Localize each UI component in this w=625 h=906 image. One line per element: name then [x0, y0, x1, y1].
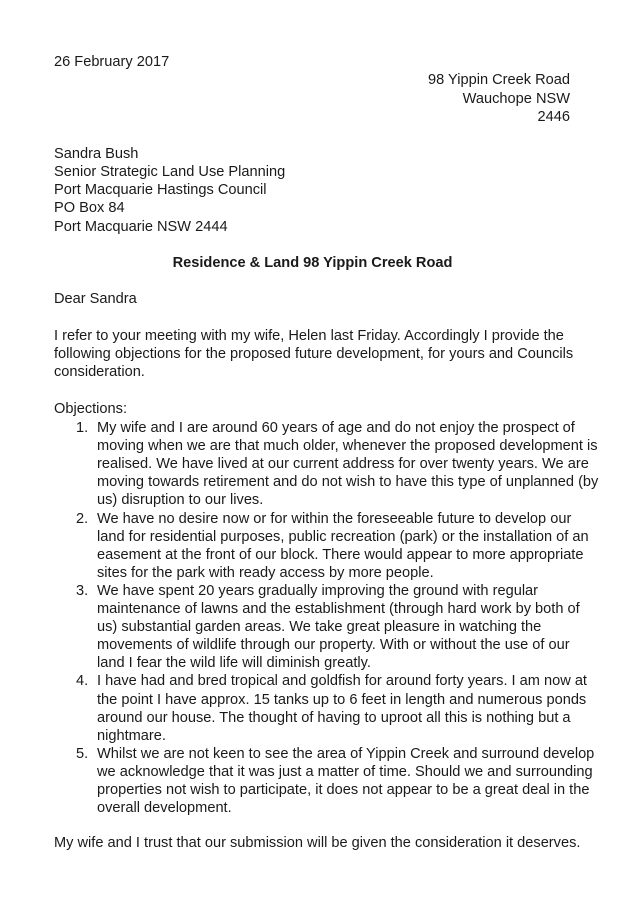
objection-text-line: easement at the front of our block. There would appear to more appropriate — [97, 546, 584, 563]
sender-address-line: 98 Yippin Creek Road — [428, 72, 570, 88]
objection-text-line: nightmare. — [97, 727, 166, 744]
objection-text-line: My wife and I are around 60 years of age and do not enjoy the prospect of — [97, 420, 575, 436]
objection-text-line: the point I have approx. 15 tanks up to 6 feet in length and numerous ponds — [97, 691, 587, 708]
letter-date: 26 February 2017 — [54, 54, 170, 70]
objection-text-line: realised. We have lived at our current address for over twenty years. We are — [97, 456, 589, 473]
objections-heading: Objections: — [54, 401, 128, 417]
objection-text-line: Whilst we are not keen to see the area of Yippin Creek and surround develop — [97, 745, 595, 762]
closing-sentence: My wife and I trust that our submission will be given the consideration it deserves. — [54, 835, 581, 851]
subject-line: Residence & Land 98 Yippin Creek Road — [172, 255, 453, 271]
objection-text-line: properties not wish to participate, it does not appear to be a great deal in the — [97, 782, 590, 798]
objection-text-line: movements of wildlife through our property. With or without the use of our — [97, 637, 570, 654]
objection-text-line: We have spent 20 years gradually improving the ground with regular — [97, 582, 539, 599]
objection-text-line: overall development. — [97, 800, 232, 817]
objection-text-line: moving towards retirement and do not wish to have this type of unplanned (by — [97, 474, 599, 491]
recipient-line: PO Box 84 — [54, 200, 125, 216]
objection-text-line: around our house. The thought of having to uproot all this is nothing but a — [97, 709, 571, 726]
salutation: Dear Sandra — [54, 291, 137, 307]
objection-text-line: us) substantial garden areas. We take great pleasure in watching the — [97, 619, 542, 636]
sender-address-line: 2446 — [537, 109, 570, 125]
sender-address-line: Wauchope NSW — [462, 91, 570, 107]
recipient-line: Port Macquarie Hastings Council — [54, 182, 267, 198]
objection-text-line: land for residential purposes, public recreation (park) or the installation of an — [97, 528, 589, 545]
objection-text-line: sites for the park with ready access by more people. — [97, 564, 434, 581]
intro-line: I refer to your meeting with my wife, Helen last Friday. Accordingly I provide the — [54, 328, 564, 344]
objection-text-line: maintenance of lawns and the establishment (through hard work by both of — [97, 601, 580, 617]
objection-text-line: us) disruption to our lives. — [97, 492, 264, 509]
objection-number: 4. — [76, 673, 89, 690]
intro-line: following objections for the proposed future development, for yours and Councils — [54, 346, 574, 362]
objection-text-line: moving when we are that much older, whenever the proposed development is — [97, 438, 598, 455]
objection-number: 2. — [76, 510, 89, 527]
recipient-line: Sandra Bush — [54, 146, 139, 162]
objection-text-line: I have had and bred tropical and goldfish for around forty years. I am now at — [97, 673, 587, 690]
objection-number: 3. — [76, 582, 89, 599]
recipient-line: Port Macquarie NSW 2444 — [54, 219, 228, 235]
objection-text-line: land I fear the wild life will diminish greatly. — [97, 655, 371, 672]
objection-number: 1. — [76, 420, 89, 436]
intro-line: consideration. — [54, 364, 145, 380]
recipient-line: Senior Strategic Land Use Planning — [54, 164, 286, 180]
objection-text-line: We have no desire now or for within the foreseeable future to develop our — [97, 510, 572, 527]
objection-text-line: we acknowledge that it was just a matter of time. Should we and surrounding — [97, 763, 593, 780]
objection-number: 5. — [76, 745, 89, 762]
